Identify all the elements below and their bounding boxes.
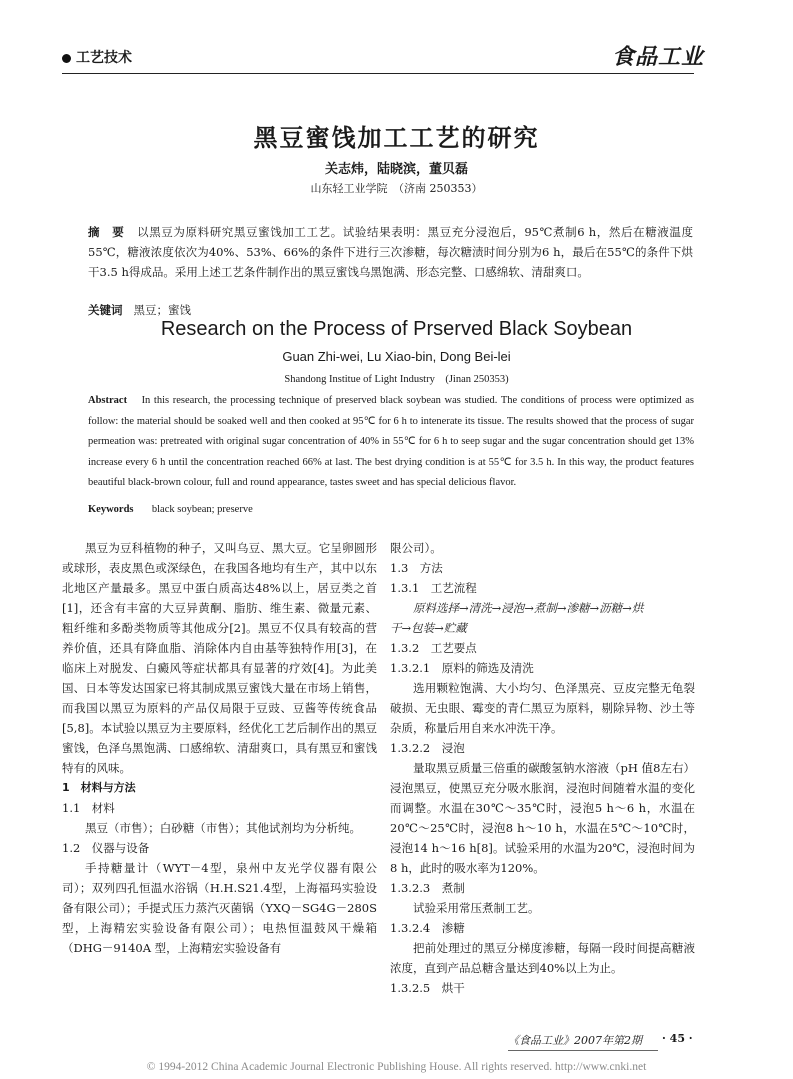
body-right-column — [390, 538, 695, 998]
journal-logo: 食品工业 — [612, 44, 705, 70]
footer-divider — [508, 1050, 658, 1051]
subsection-heading: 1.3 方法 — [390, 561, 443, 575]
subsection-heading: 1.3.2 工艺要点 — [390, 641, 477, 655]
subsection-heading: 1.3.2.3 煮制 — [390, 881, 465, 895]
copyright-line: © 1994-2012 China Academic Journal Electronic Publishing House. All rights reserved. http://www.cnki.net — [146, 1061, 647, 1073]
subsection-heading: 1.3.1 工艺流程 — [390, 581, 477, 595]
abstract-en — [88, 391, 694, 494]
soaking-paragraph: 量取黑豆质量三倍重的碳酸氢钠水溶液（pH 值8左右）浸泡黑豆，使黑豆充分吸水胀润，浸泡时间随着水温的变化而调整。水温在30℃～35℃时，浸泡5 h～6 h，水温在20℃～25℃时，浸泡8 h～10 h，水温在5℃～10℃时，浸泡14 h～16 h[8]。试验采用的水温为20℃，浸泡时间为8 h，此时的吸水率为120%。 — [390, 761, 695, 875]
keywords-cn-label: 关键词 — [88, 303, 123, 317]
article-title-cn: 黑豆蜜饯加工工艺的研究 — [253, 124, 540, 152]
abstract-cn-text: 以黑豆为原料研究黑豆蜜饯加工工艺。试验结果表明：黑豆充分浸泡后，95℃煮制6 h，然后在糖液温度55℃，糖液浓度依次为40%、53%、66%的条件下进行三次渗糖，每次糖渍时间分别为6 h，最后在55℃的条件下烘干3.5 h得成品。采用上述工艺条件制作出的黑豆蜜饯乌黑饱满、形态完整、口感绵软、清甜爽口。 — [88, 225, 694, 279]
keywords-en — [88, 504, 253, 515]
intro-paragraph: 黑豆为豆科植物的种子，又叫乌豆、黑大豆。它呈卵圆形或球形，表皮黑色或深绿色，在我国各地均有生产，其中以东北地区产量最多。黑豆中蛋白质高达48%以上，居豆类之首[1]，还含有丰富的大豆异黄酮、脂肪、维生素、微量元素、粗纤维和多酚类物质等其他成分[2]。黑豆不仅具有较高的营养价值，还具有降血脂、消除体内自由基等独特作用[3]，在临床上对脱发、白癜风等症状都具有显著的疗效[4]。为此美国、日本等发达国家已将其制成黑豆蜜饯大量在市场上销售，而我国以黑豆为原料的产品仅局限于豆豉、豆酱等传统食品[5,8]。本试验以黑豆为主要原料，经优化工艺后制作出的黑豆蜜饯，色泽乌黑饱满、口感绵软、清甜爽口，具有黑豆和蜜饯特有的风味。 — [62, 541, 377, 775]
subsection-heading: 1.3.2.5 烘干 — [390, 981, 465, 995]
subsection-heading: 1.1 材料 — [62, 801, 115, 815]
body-left-column — [62, 538, 377, 958]
page-number: · 45 · — [662, 1032, 693, 1045]
abstract-cn — [88, 222, 693, 282]
section-heading: 1 材料与方法 — [62, 781, 136, 794]
process-flow-line: 原料选择→清洗→浸泡→煮制→渗糖→沥糖→烘 — [413, 601, 644, 615]
subsection-heading: 1.3.2.1 原料的筛选及清洗 — [390, 661, 534, 675]
materials-paragraph: 黑豆（市售）；白砂糖（市售）；其他试剂均为分析纯。 — [85, 821, 361, 835]
keywords-cn — [88, 302, 191, 318]
affiliation-cn: 山东轻工业学院 （济南 250353） — [310, 182, 483, 195]
equipment-paragraph: 手持糖量计（WYT－4型，泉州中友光学仪器有限公司）；双列四孔恒温水浴锅（H.H.S21.4型，上海福玛实验设备有限公司）；手提式压力蒸汽灭菌锅（YXQ－SG4G－280S 型，上海精宏实验设备有限公司）；电热恒温鼓风干燥箱（DHG－9140A 型，上海精宏实验设备有 — [62, 861, 377, 955]
keywords-cn-text: 黑豆；蜜饯 — [133, 303, 191, 317]
cooking-paragraph: 试验采用常压煮制工艺。 — [413, 901, 540, 915]
authors-en: Guan Zhi-wei, Lu Xiao-bin, Dong Bei-lei — [282, 349, 511, 364]
equipment-paragraph-cont: 限公司）。 — [390, 541, 442, 555]
abstract-en-text: In this research, the processing technique of preserved black soybean was studied. The conditions of process were optimized as follow: the material should be soaked well and then cooked at 95℃ for 6 h to intenerate its tissue. The results showed that the process of sugar permeation was: pretreated with original sugar concentration of 40% in 55℃ for 6 h to seep sugar and the sugar concentration should get 13% increase every 6 h until the concentration reached 66% at last. The best drying condition is at 55℃ for 3.5 h. In this way, the product features beautiful black-brown colour, full and round appearance, tastes sweet and has special delicious flavor. — [88, 395, 695, 489]
subsection-heading: 1.2 仪器与设备 — [62, 841, 150, 855]
article-title-en: Research on the Process of Prserved Black Soybean — [160, 318, 633, 340]
footer-journal: 《食品工业》2007年第2期 — [508, 1034, 642, 1047]
screening-paragraph: 选用颗粒饱满、大小均匀、色泽黑亮、豆皮完整无龟裂破损、无虫眼、霉变的青仁黑豆为原料，剔除异物、沙土等杂质，称量后用自来水冲洗干净。 — [390, 681, 695, 735]
authors-cn: 关志炜，陆晓滨，董贝磊 — [324, 162, 468, 177]
abstract-cn-label: 摘 要 — [88, 225, 125, 239]
keywords-en-text: black soybean; preserve — [151, 504, 253, 515]
keywords-en-label: Keywords — [88, 504, 134, 515]
sugar-permeation-paragraph: 把前处理过的黑豆分梯度渗糖，每隔一段时间提高糖液浓度，直到产品总糖含量达到40%以上为止。 — [390, 941, 695, 975]
process-flow-line: 干→包装→贮藏 — [390, 621, 467, 635]
affiliation-en: Shandong Institue of Light Industry (Jinan 250353) — [284, 374, 509, 385]
header-divider — [62, 73, 694, 74]
section-label: 工艺技术 — [76, 50, 132, 66]
subsection-heading: 1.3.2.4 渗糖 — [390, 921, 465, 935]
subsection-heading: 1.3.2.2 浸泡 — [390, 741, 465, 755]
abstract-en-label: Abstract — [88, 395, 128, 406]
section-bullet-icon — [62, 54, 71, 63]
